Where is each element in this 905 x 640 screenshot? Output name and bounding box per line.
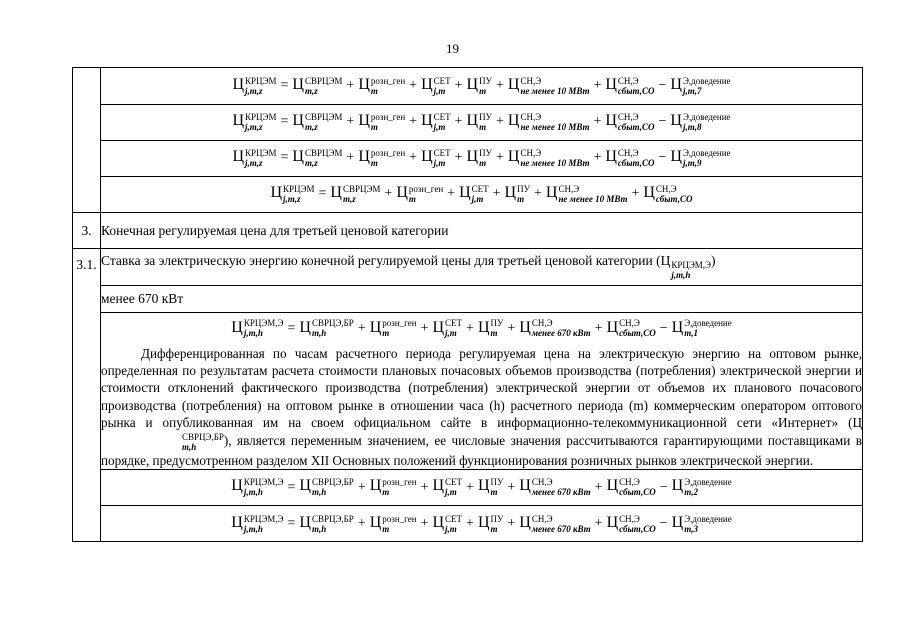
- formula-operator: +: [466, 320, 474, 336]
- formula-operator: +: [495, 77, 504, 93]
- formula-operator: +: [346, 150, 355, 166]
- formula-term: Ц СН,Э сбыт,СО: [605, 112, 655, 132]
- formula-term: Ц ПУ m: [477, 513, 504, 534]
- formula-term: Ц СН,Э сбыт,СО: [606, 513, 656, 534]
- formula-operator: =: [280, 114, 289, 130]
- formula-term: Ц Э,доведение j,m,7: [670, 75, 731, 96]
- formula-operator: −: [659, 320, 668, 336]
- formula-term: Ц СЕТ j,m: [421, 75, 451, 96]
- formula-term: Ц розн_ген m: [369, 477, 417, 498]
- formula-group-10mw: [101, 68, 862, 212]
- row-number-empty: [73, 68, 101, 213]
- formula-term: Ц СВРЦЭ,БР m,h: [299, 477, 354, 498]
- formula-term: Ц розн_ген m: [396, 184, 444, 205]
- formula-operator: =: [287, 515, 296, 531]
- formula-term: Ц СЕТ j,m: [432, 477, 463, 498]
- formula-term: Ц ПУ m: [466, 75, 492, 96]
- formula-row: [101, 140, 862, 176]
- formula-term: Ц СЕТ j,m: [432, 513, 463, 534]
- formula-term: Ц СЕТ j,m: [432, 318, 463, 339]
- formula-operator: +: [420, 320, 429, 336]
- formula-term: Ц СВРЦЭ,БР m,h: [299, 318, 354, 339]
- paragraph-cell: [101, 312, 862, 469]
- formula-operator: −: [659, 479, 668, 495]
- formula-operator: +: [593, 150, 602, 166]
- formula-term: Ц СН,Э менее 670 кВт: [519, 513, 591, 534]
- formula-operator: +: [357, 320, 366, 336]
- formula-operator: −: [659, 515, 668, 531]
- formula-term: Ц ПУ m: [466, 148, 492, 168]
- formula-operator: +: [631, 186, 640, 202]
- formula-operator: =: [280, 77, 289, 93]
- row3-title: Конечная регулируемая цена для третьей ценовой категории: [101, 213, 863, 249]
- formula-term: Ц СН,Э не менее 10 МВт: [507, 112, 590, 132]
- formula-operator: +: [507, 479, 516, 495]
- formula-term: Ц СН,Э сбыт,СО: [643, 184, 693, 205]
- formula-operator: +: [346, 114, 355, 130]
- formula-670-row: [101, 313, 862, 343]
- formula-term: Ц КРЦЭМ,Э j,m,h: [231, 513, 284, 534]
- formula-term: Ц Э,доведение m,2: [671, 477, 732, 498]
- formula-operator: =: [287, 320, 296, 336]
- formula-term: Ц СВРЦЭ,БР m,h: [299, 513, 354, 534]
- formula-term: Ц Э,доведение m,1: [671, 318, 732, 339]
- formula-term: Ц КРЦЭМ j,m,z: [232, 75, 277, 96]
- formula-term: Ц КРЦЭМ j,m,z: [232, 148, 277, 168]
- formula-operator: +: [507, 515, 516, 531]
- formula-term: Ц розн_ген m: [358, 75, 406, 96]
- formula-term: Ц ПУ m: [477, 318, 504, 339]
- formula-term: Ц Э,доведение j,m,8: [670, 112, 731, 132]
- formula-operator: +: [507, 320, 516, 336]
- formula-term: Ц СВРЦЭМ m,z: [292, 112, 343, 132]
- formula-term: Ц СЕТ j,m: [421, 148, 451, 168]
- formula-term: Ц Э,доведение m,3: [671, 513, 732, 534]
- formula-operator: +: [384, 186, 393, 202]
- formula-operator: +: [346, 77, 355, 93]
- formula-term: Ц СВРЦЭМ m,z: [292, 148, 343, 168]
- formula-operator: =: [280, 150, 289, 166]
- formula-operator: =: [318, 186, 327, 202]
- formula-operator: −: [658, 77, 667, 93]
- formula-term: Ц розн_ген m: [358, 112, 406, 132]
- formula-term: Ц ПУ m: [477, 477, 504, 498]
- formula-term: Ц розн_ген m: [358, 148, 406, 168]
- formula-operator: +: [593, 77, 602, 93]
- formula-term: Ц СН,Э сбыт,СО: [606, 477, 656, 498]
- formula-operator: +: [447, 186, 456, 202]
- formula-operator: +: [357, 515, 366, 531]
- formula-operator: +: [409, 150, 418, 166]
- formula-term: Ц СН,Э не менее 10 МВт: [545, 184, 628, 205]
- formula-term: Ц СН,Э не менее 10 МВт: [507, 148, 590, 168]
- formula-670-row: [101, 469, 862, 505]
- formula-term: Ц СЕТ j,m: [421, 112, 451, 132]
- formula-operator: +: [495, 150, 504, 166]
- formula-term: Ц СН,Э не менее 10 МВт: [507, 75, 590, 96]
- formula-row: [101, 68, 862, 104]
- formula-operator: +: [454, 114, 463, 130]
- formula-operator: −: [658, 114, 667, 130]
- formula-670-row: [101, 505, 862, 541]
- formula-operator: +: [454, 150, 463, 166]
- formula-operator: +: [593, 114, 602, 130]
- formula-term: Ц СН,Э менее 670 кВт: [519, 318, 591, 339]
- formula-operator: +: [454, 77, 463, 93]
- row-number-3-1: 3.1.: [73, 249, 101, 542]
- formula-term: Ц СЕТ j,m: [459, 184, 489, 205]
- formula-operator: +: [420, 515, 429, 531]
- formula-term: Ц КРЦЭМ j,m,z: [270, 184, 315, 205]
- formula-operator: +: [492, 186, 501, 202]
- formula-operator: +: [466, 515, 474, 531]
- formula-term: Ц СВРЦЭМ m,z: [292, 75, 343, 96]
- min670-label: менее 670 кВт: [101, 285, 862, 312]
- row31-title: Ставка за электрическую энергию конечной регулируемой цены для третьей ценовой категории (Ц КРЦЭМ,Э j,m,h ): [101, 249, 862, 285]
- row-number-3: 3.: [73, 213, 101, 249]
- formula-operator: +: [495, 114, 504, 130]
- formula-operator: +: [594, 320, 603, 336]
- formula-term: Ц КРЦЭМ,Э j,m,h: [231, 318, 284, 339]
- formula-operator: −: [658, 150, 667, 166]
- formula-term: Ц СН,Э менее 670 кВт: [519, 477, 591, 498]
- formula-operator: +: [420, 479, 429, 495]
- formula-term: Ц КРЦЭМ j,m,z: [232, 112, 277, 132]
- formula-operator: +: [409, 114, 418, 130]
- formula-operator: +: [466, 479, 474, 495]
- formula-term: Ц розн_ген m: [369, 513, 417, 534]
- formula-term: Ц СН,Э сбыт,СО: [605, 148, 655, 168]
- formula-operator: +: [594, 479, 603, 495]
- formula-operator: =: [287, 479, 296, 495]
- formula-term: Ц СВРЦЭМ m,z: [330, 184, 381, 205]
- formula-term: Ц Э,доведение j,m,9: [670, 148, 731, 168]
- formula-term: Ц СН,Э сбыт,СО: [606, 318, 656, 339]
- description-paragraph: Дифференцированная по часам расчетного периода регулируемая цена на электрическую энергию на оптовом рынке, определенная по результатам расчета стоимости плановых почасовых объемов производства (потребления) электрической энергии и стоимости отклонений фактического производства (потребления) электрической энергии от объемов их планового почасового производства (потребления) на оптовом рынке в отношении часа (h) расчетного периода (m) коммерческим оператором оптового рынка и опубликованная им на своем официальном сайте в информационно-телекоммуникационной сети «Интернет» (Ц СВРЦЭ,БР m,h ), является переменным значением, ее числовые значения рассчитываются гарантирующими поставщиками в порядке, предусмотренном разделом XII Основных положений функционирования розничных рынков электрической энергии.: [101, 345, 862, 468]
- formula-operator: +: [594, 515, 603, 531]
- formula-operator: +: [409, 77, 418, 93]
- formula-term: Ц КРЦЭМ,Э j,m,h: [231, 477, 284, 498]
- formula-term: Ц ПУ m: [504, 184, 530, 205]
- formula-term: Ц розн_ген m: [369, 318, 417, 339]
- page-number: 19: [446, 41, 459, 56]
- formula-term: Ц СН,Э сбыт,СО: [605, 75, 655, 96]
- formula-row: [101, 104, 862, 140]
- tariff-table: [72, 67, 863, 542]
- formula-row-short: [101, 176, 862, 212]
- formula-operator: +: [533, 186, 542, 202]
- formula-term: Ц ПУ m: [466, 112, 492, 132]
- formula-operator: +: [357, 479, 366, 495]
